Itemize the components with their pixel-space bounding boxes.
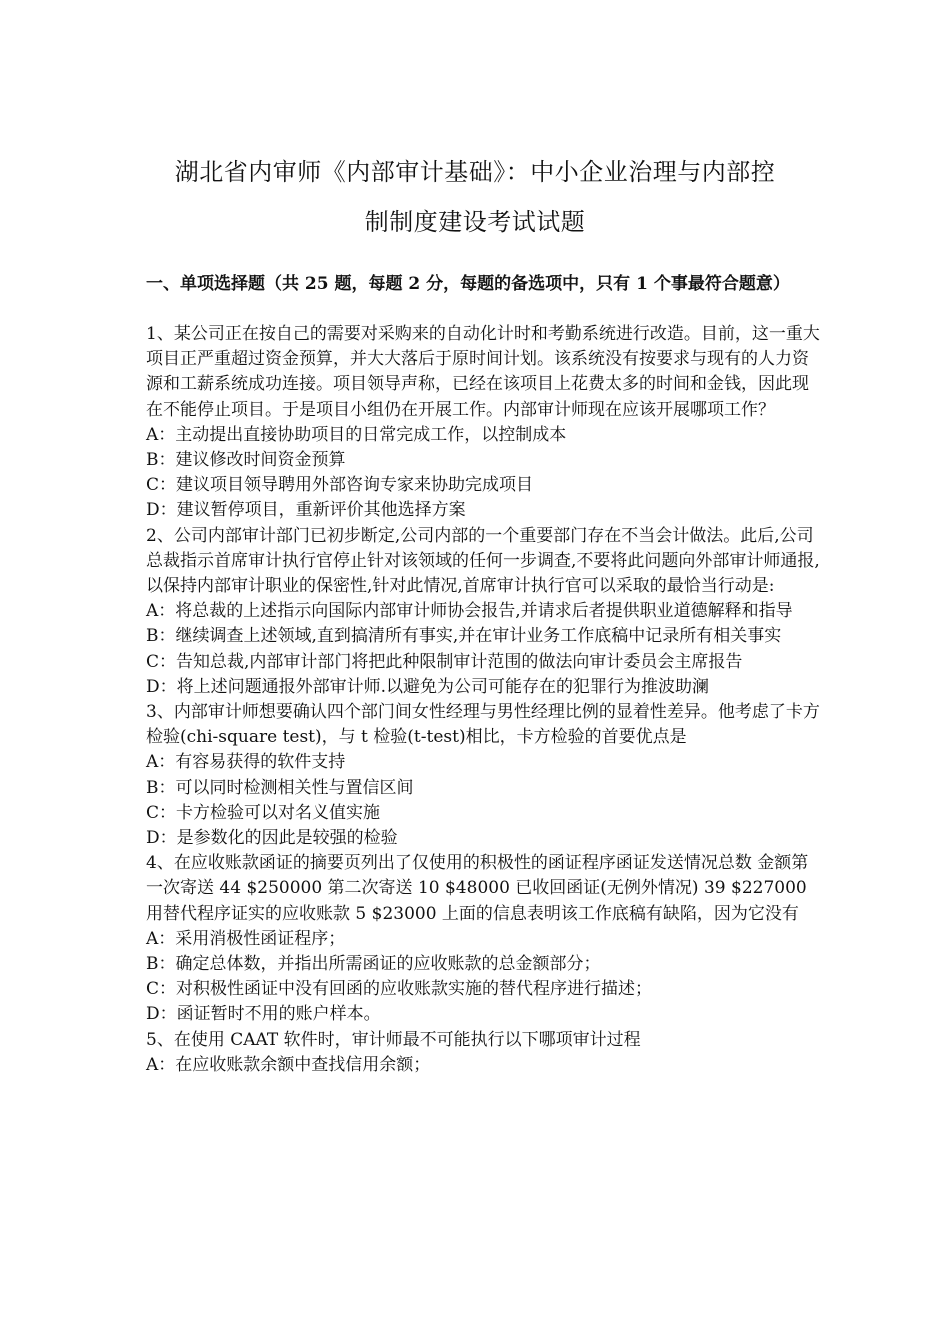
question-3-option-a: A：有容易获得的软件支持 [146, 752, 346, 773]
question-2-option-a: A：将总裁的上述指示向国际内部审计师协会报告,并请求后者提供职业道德解释和指导 [146, 601, 793, 622]
question-2-stem: 2、公司内部审计部门已初步断定,公司内部的一个重要部门存在不当会计做法。此后,公司总裁指示首席审计执行官停止针对该领域的任何一步调查,不要将此问题向外部审计师通报,以保持内部审计职业的保密性,针对此情况,首席审计执行官可以采取的最恰当行动是: [146, 525, 820, 597]
document-title-line-2: 制制度建设考试试题 [364, 208, 586, 236]
question-4-option-a: A：采用消极性函证程序； [146, 928, 346, 949]
question-1-option-c: C：建议项目领导聘用外部咨询专家来协助完成项目 [146, 475, 534, 496]
question-1-option-a: A：主动提出直接协助项目的日常完成工作，以控制成本 [146, 424, 567, 445]
section-heading: 一、单项选择题（共 25 题，每题 2 分，每题的备选项中，只有 1 个事最符合题意） [146, 274, 790, 294]
question-4-option-c: C：对积极性函证中没有回函的应收账款实施的替代程序进行描述； [146, 979, 653, 1000]
question-4-option-d: D：函证暂时不用的账户样本。 [146, 1004, 381, 1025]
question-2-option-d: D：将上述问题通报外部审计师.以避免为公司可能存在的犯罪行为推波助澜 [146, 676, 710, 697]
question-2-option-b: B：继续调查上述领域,直到搞清所有事实,并在审计业务工作底稿中记录所有相关事实 [146, 626, 782, 647]
question-4-stem: 4、在应收账款函证的摘要页列出了仅使用的积极性的函证程序函证发送情况总数 金额第一次寄送 44 $250000 第二次寄送 10 $48000 已收回函证(无例外情况) 39 $227000 用替代程序证实的应收账款 5 $23000 上面的信息表明该工作底稿有缺陷，因为它没有 [146, 853, 809, 924]
question-2-option-c: C：告知总裁,内部审计部门将把此种限制审计范围的做法向审计委员会主席报告 [146, 651, 743, 672]
question-5-option-a: A：在应收账款余额中查找信用余额； [146, 1054, 431, 1075]
question-1-option-d: D：建议暂停项目，重新评价其他选择方案 [146, 500, 466, 521]
document-title-line-1: 湖北省内审师《内部审计基础》：中小企业治理与内部控 [174, 158, 776, 186]
question-3-option-d: D：是参数化的因此是较强的检验 [146, 828, 398, 849]
question-1-option-b: B：建议修改时间资金预算 [146, 450, 346, 471]
question-3-option-b: B：可以同时检测相关性与置信区间 [146, 777, 414, 798]
question-5-stem: 5、在使用 CAAT 软件时，审计师最不可能执行以下哪项审计过程 [146, 1029, 641, 1050]
question-3-stem: 3、内部审计师想要确认四个部门间女性经理与男性经理比例的显着性差异。他考虑了卡方检验(chi-square test)，与 t 检验(t-test)相比，卡方检验的首要优点是 [146, 702, 820, 748]
question-4-option-b: B：确定总体数，并指出所需函证的应收账款的总金额部分； [146, 954, 601, 975]
question-body [146, 322, 822, 1078]
question-1-stem: 1、某公司正在按自己的需要对采购来的自动化计时和考勤系统进行改造。目前，这一重大项目正严重超过资金预算，并大大落后于原时间计划。该系统没有按要求与现有的人力资源和工薪系统成功连接。项目领导声称，已经在该项目上花费太多的时间和金钱，因此现在不能停止项目。于是项目小组仍在开展工作。内部审计师现在应该开展哪项工作？ [146, 324, 820, 420]
question-3-option-c: C：卡方检验可以对名义值实施 [146, 802, 381, 823]
